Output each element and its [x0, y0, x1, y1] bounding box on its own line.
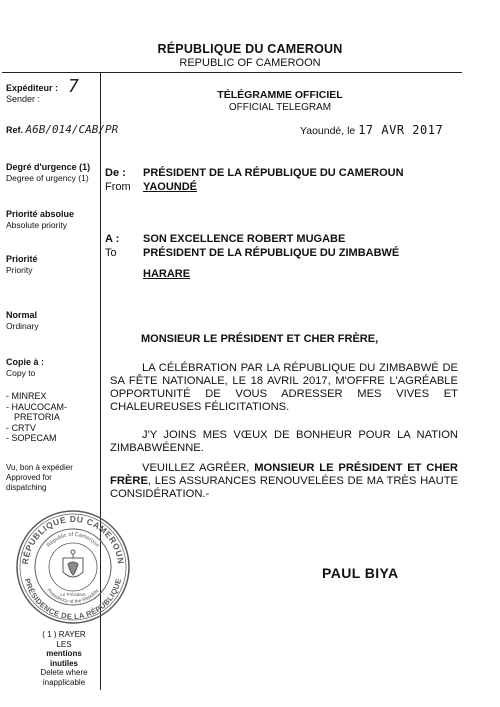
- sender-label: [6, 83, 58, 105]
- approval-fr: Vu, bon à expédier: [6, 463, 73, 472]
- to-line-2: PRÉSIDENT DE LA RÉPUBLIQUE DU ZIMBABWÉ: [143, 247, 400, 259]
- urgency-label-fr: Degré d'urgence (1): [6, 162, 91, 172]
- approval-label: [6, 463, 73, 493]
- republic-title-en: REPUBLIC OF CAMEROON: [179, 57, 321, 69]
- telegram-title-en: OFFICIAL TELEGRAM: [228, 102, 332, 113]
- urgency-label: [6, 162, 90, 184]
- salutation: MONSIEUR LE PRÉSIDENT ET CHER FRÈRE,: [141, 333, 379, 345]
- from-line-2: YAOUNDÉ: [143, 181, 197, 193]
- seal-inner-label: Le Président: [60, 592, 86, 597]
- normal-label: [6, 310, 39, 332]
- paragraph-1: LA CÉLÉBRATION PAR LA RÉPUBLIQUE DU ZIMBABWÉ DE SA FÊTE NATIONALE, LE 18 AVRIL 2017, M'OFFRE L'AGRÉABLE OPPORTUNITÉ DE VOUS ADRESSER MES VIVES ET CHALEUREUSES FÉLICITATIONS.: [110, 362, 458, 413]
- seal-outer-bottom: PRÉSIDENCE DE LA RÉPUBLIQUE: [22, 577, 124, 622]
- sender-label-en: Sender :: [6, 94, 41, 104]
- ref-value: A6B/014/CAB/PR: [25, 123, 119, 136]
- to-line-1: SON EXCELLENCE ROBERT MUGABE: [143, 233, 346, 245]
- to-line-3: HARARE: [143, 268, 191, 280]
- absolute-priority-en: Absolute priority: [6, 220, 67, 230]
- copy-en: Copy to: [6, 368, 36, 378]
- date-stamp: 17 AVR 2017: [358, 123, 444, 137]
- seal-emblem-icon: [63, 550, 83, 577]
- normal-en: Ordinary: [6, 321, 39, 331]
- ref-label: Ref.: [6, 125, 24, 135]
- sender-label-fr: Expéditeur :: [6, 83, 59, 93]
- to-label-en: To: [105, 247, 117, 259]
- seal-outer-top: RÉPUBLIQUE DU CAMEROUN: [20, 513, 126, 565]
- priority-label: [6, 254, 38, 276]
- footnote: [34, 630, 94, 687]
- date-line: [300, 123, 443, 137]
- from-label-fr: De :: [105, 167, 126, 179]
- footnote-line-4: inapplicable: [42, 677, 86, 687]
- absolute-priority-fr: Priorité absolue: [6, 209, 75, 219]
- presidential-seal: [14, 508, 132, 626]
- to-label-fr: A :: [105, 233, 120, 245]
- footnote-line-3: Delete where: [40, 668, 88, 677]
- ref-line: [6, 124, 118, 136]
- from-label-en: From: [105, 181, 131, 193]
- approval-en-1: Approved for: [6, 473, 52, 482]
- footnote-line-1: ( 1 ) RAYER LES: [42, 630, 86, 649]
- header-divider: [2, 72, 462, 73]
- copy-item-crtv: - CRTV: [6, 422, 36, 433]
- copy-list: [6, 391, 67, 444]
- urgency-label-en: Degree of urgency (1): [6, 173, 89, 183]
- sender-value: 7: [68, 76, 79, 97]
- copy-item-pretoria: PRETORIA: [14, 412, 60, 422]
- telegram-title-fr: TÉLÉGRAMME OFFICIEL: [217, 89, 343, 101]
- copy-item-sopecam: - SOPECAM: [6, 433, 57, 443]
- priority-fr: Priorité: [6, 254, 38, 264]
- copy-item-minrex: - MINREX: [6, 391, 47, 401]
- seal-inner-top: Republic of Cameroon: [46, 532, 101, 549]
- paragraph-3-start: VEUILLEZ AGRÉER,: [142, 462, 255, 474]
- paragraph-2: J'Y JOINS MES VŒUX DE BONHEUR POUR LA NATION ZIMBABWÉENNE.: [110, 429, 458, 454]
- copy-fr: Copie à :: [6, 357, 45, 367]
- normal-fr: Normal: [6, 310, 38, 320]
- priority-en: Priority: [6, 265, 33, 275]
- paragraph-3-bold: MONSIEUR LE PRÉSIDENT ET CHER FRÈRE: [110, 462, 458, 487]
- seal-inner-bottom: Presidency of the Republic: [45, 587, 101, 606]
- date-prefix: Yaoundé, le: [300, 125, 356, 137]
- copy-label: [6, 357, 44, 379]
- absolute-priority-label: [6, 209, 74, 231]
- from-line-1: PRÉSIDENT DE LA RÉPUBLIQUE DU CAMEROUN: [143, 167, 404, 179]
- copy-item-haucocam: - HAUCOCAM-: [6, 401, 67, 412]
- republic-title-fr: RÉPUBLIQUE DU CAMEROUN: [157, 42, 343, 56]
- paragraph-3: [110, 462, 458, 501]
- footnote-line-2: mentions inutiles: [46, 649, 82, 668]
- signature: PAUL BIYA: [322, 565, 399, 581]
- paragraph-3-end: , LES ASSURANCES RENOUVELÉES DE MA TRÈS HAUTE CONSIDÉRATION.-: [110, 475, 458, 500]
- approval-en-2: dispatching: [6, 483, 47, 492]
